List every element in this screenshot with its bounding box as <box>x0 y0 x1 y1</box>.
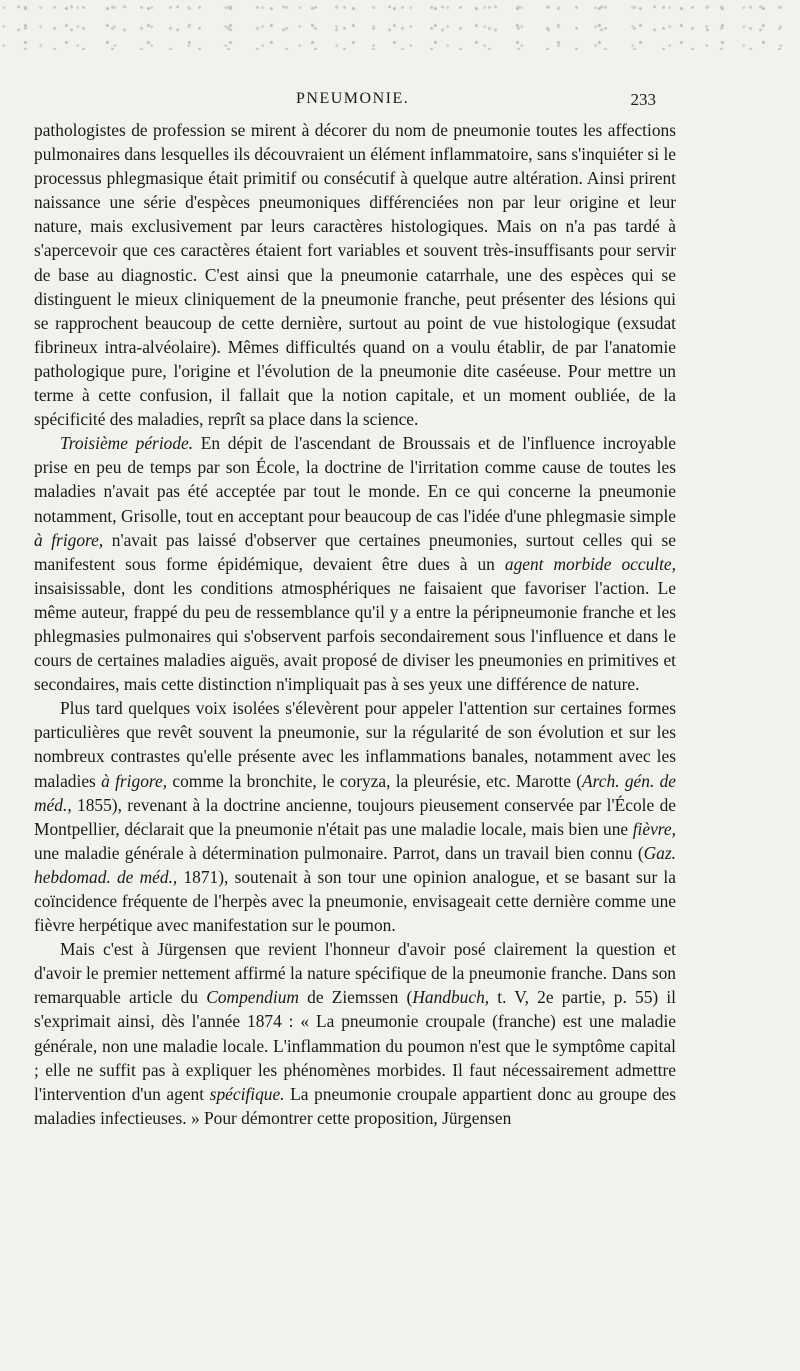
italic-run: spécifique. <box>209 1083 285 1104</box>
italic-run: Compendium <box>206 987 299 1008</box>
text-run: t. V, 2e partie, p. 55) il s'exprimait ainsi, dès l'année 1874 : « La pneumonie croupale (franche) est une maladie générale, non une maladie locale. L'inflammation du poumon n'est que le symptôme capital ; elle ne suffit pas à expliquer les phénomènes morbides. Il faut nécessairement admettre l'intervention d'un agent <box>34 987 677 1104</box>
italic-run: Troisième période. <box>60 433 194 454</box>
text-run: 1871), soutenait à son tour une opinion analogue, et se basant sur la coïncidence fréquente de l'herpès avec la pneumonie, envisageait cette dernière comme une fièvre herpétique avec manifestation sur le poumon. <box>34 866 676 936</box>
page-number: 233 <box>630 90 656 109</box>
italic-run: fièvre, <box>632 818 676 839</box>
italic-run: à frigore, <box>101 770 168 791</box>
text-run: de Ziemssen ( <box>298 987 413 1008</box>
paragraph <box>34 431 676 696</box>
italic-run: Gaz. hebdomad. de méd., <box>34 842 676 887</box>
text-run: Mais c'est à Jürgensen que revient l'honneur d'avoir posé clairement la question et d'avoir le premier nettement affirmé la nature spécifique de la pneumonie franche. Dans son remarquable article du <box>34 939 676 1008</box>
italic-run: agent morbide occulte, <box>504 553 677 574</box>
text-run: insaisissable, dont les conditions atmosphériques ne faisaient que favoriser l'action. Le même auteur, frappé du peu de ressemblance qu'il y a entre la péripneumonie franche et les phlegmasies pulmonaires qui s'observent parfois secondairement sous l'influence et dans le cours de certaines maladies aiguës, avait proposé de diviser les pneumonies en primitives et secondaires, mais cette distinction n'impliquait pas à ses yeux une différence de nature. <box>34 577 676 695</box>
paragraph <box>34 696 676 937</box>
body-text <box>34 118 676 1130</box>
paragraph <box>34 118 676 431</box>
text-run: n'avait pas laissé d'observer que certaines pneumonies, surtout celles qui se manifestent sous forme épidémique, devaient être dues à un <box>34 529 676 574</box>
italic-run: Handbuch, <box>412 987 490 1008</box>
text-run: 1855), revenant à la doctrine ancienne, toujours pieusement conservée par l'École de Montpellier, déclarait que la pneumonie n'était pas une maladie locale, mais bien une <box>34 794 676 839</box>
text-run: une maladie générale à détermination pulmonaire. Parrot, dans un travail bien connu ( <box>34 842 644 863</box>
text-run: comme la bronchite, le coryza, la pleurésie, etc. Marotte ( <box>167 770 583 791</box>
running-title: PNEUMONIE. <box>296 90 410 107</box>
running-header <box>34 88 656 116</box>
text-run: Plus tard quelques voix isolées s'élevèrent pour appeler l'attention sur certaines formes particulières que revêt souvent la pneumonie, sur la régularité de son évolution et sur les nombreux contrastes qu'elle présente avec les inflammations banales, notamment avec les maladies <box>34 698 676 791</box>
paragraph <box>34 937 676 1130</box>
italic-run: à frigore, <box>34 529 104 550</box>
text-run: En dépit de l'ascendant de Broussais et de l'influence incroyable prise en peu de temps par son École, la doctrine de l'irritation comme cause de toutes les maladies n'avait pas été acceptée par tout le monde. En ce qui concerne la pneumonie notamment, Grisolle, tout en acceptant pour beaucoup de cas l'idée d'une phlegmasie simple <box>34 433 676 526</box>
italic-run: Arch. gén. de méd., <box>34 770 676 815</box>
scan-noise <box>0 0 800 50</box>
text-run: pathologistes de profession se mirent à décorer du nom de pneumonie toutes les affections pulmonaires dans lesquelles ils découvraient un élément inflammatoire, sans s'inquiéter si le processus phlegmasique était primitif ou consécutif à quelque autre altération. Ainsi prirent naissance une série d'espèces pneumoniques différenciées non par leur origine et leur nature, mais exclusivement par leurs caractères histologiques. Mais on n'a pas tardé à s'apercevoir que ces caractères étaient fort variables et souvent très-insuffisants pour servir de base au diagnostic. C'est ainsi que la pneumonie catarrhale, une des espèces qui se distinguent le mieux cliniquement de la pneumonie franche, peut présenter des lésions qui se rapprochent beaucoup de cette dernière, surtout au point de vue histologique (exsudat fibrineux intra-alvéolaire). Mêmes difficultés quand on a voulu établir, de par l'anatomie pathologique pure, l'origine et l'évolution de la pneumonie dite caséeuse. Pour mettre un terme à cette confusion, il fallait que la notion capitale, et un moment oubliée, de la spécificité des maladies, reprît sa place dans la science. <box>34 120 676 430</box>
text-run: La pneumonie croupale appartient donc au groupe des maladies infectieuses. » Pour démontrer cette proposition, Jürgensen <box>34 1083 677 1128</box>
